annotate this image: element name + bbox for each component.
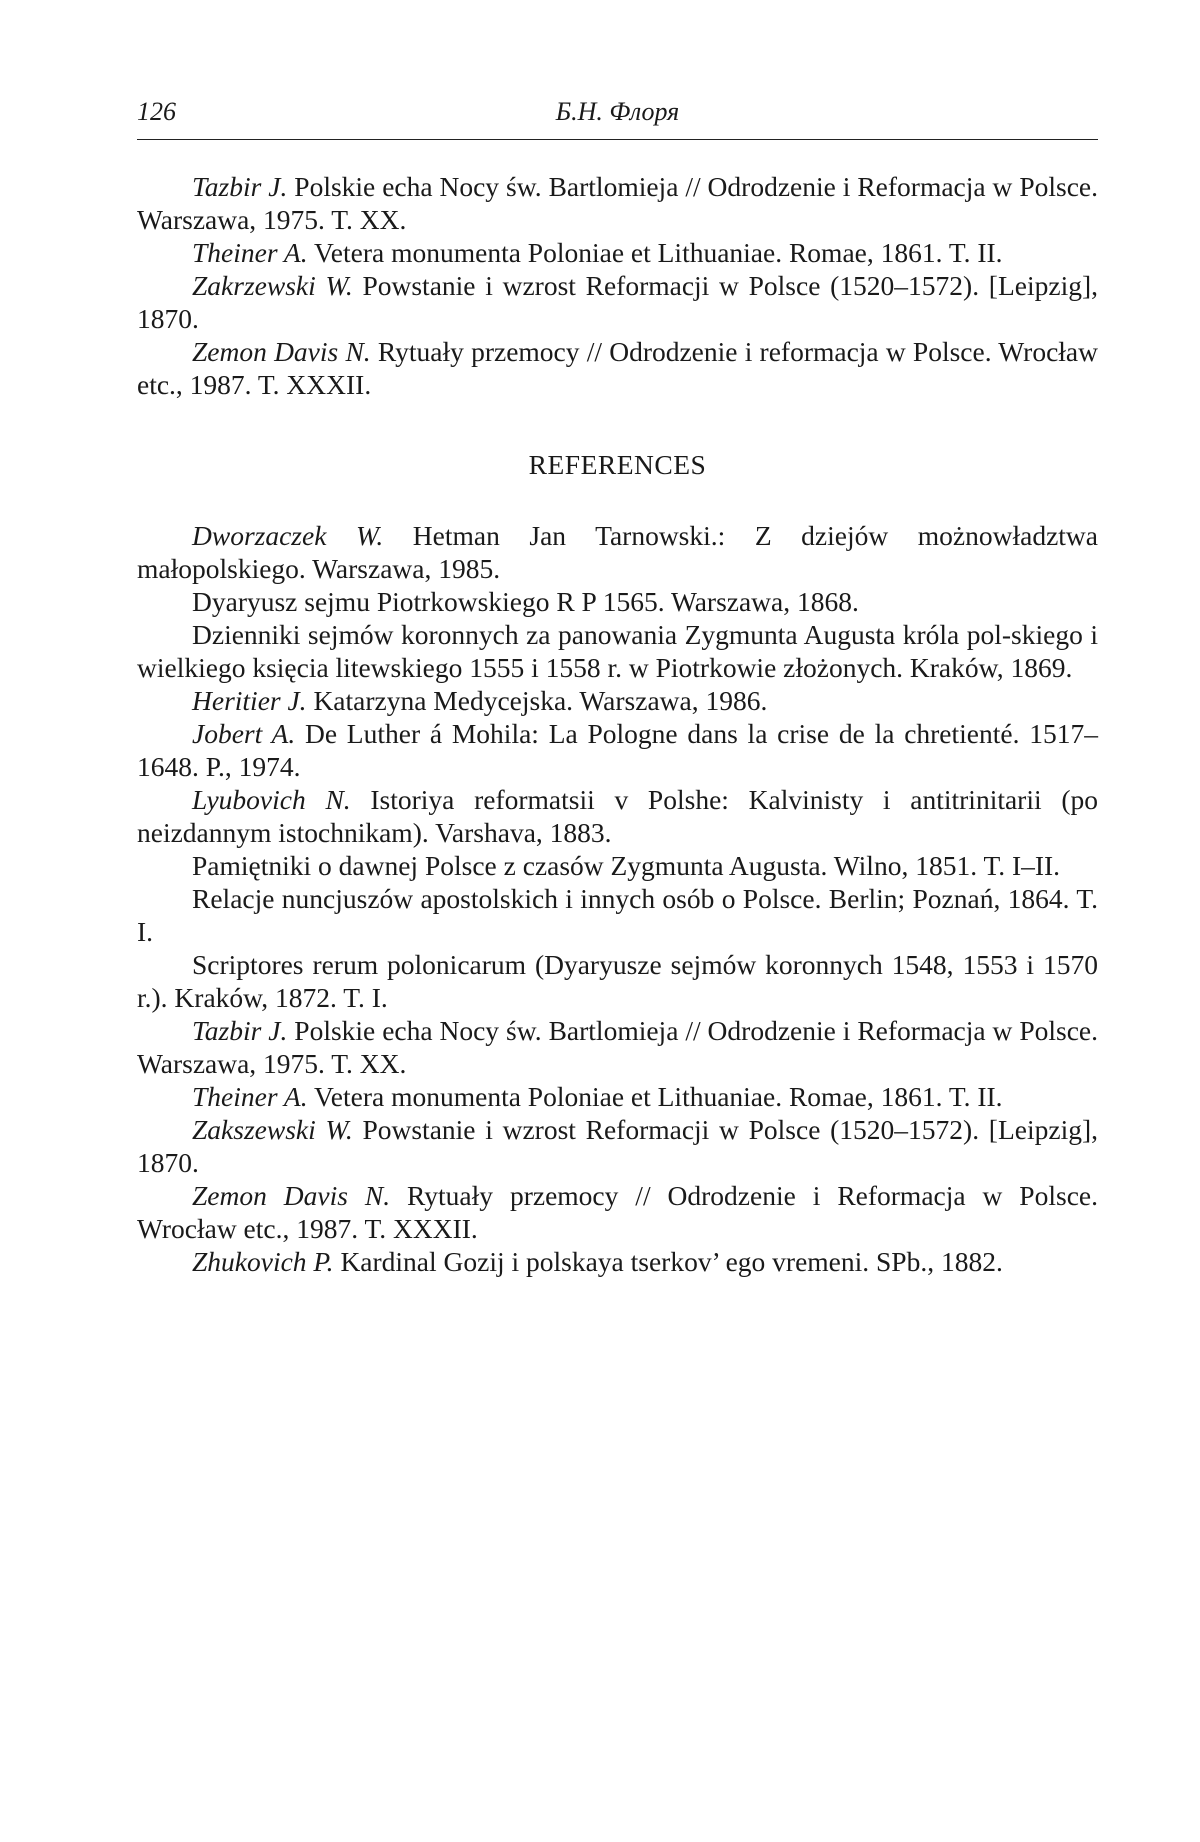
entry-text: Powstanie i wzrost Reformacji w Polsce (1520–1572). [Leipzig], 1870. [137, 270, 1098, 334]
bibliography-entry [137, 1080, 1098, 1113]
entry-text: Rytuały przemocy // Odrodzenie i reformacja w Polsce. Wrocław etc., 1987. T. XXXII. [137, 336, 1098, 400]
entry-author: Heritier J. [192, 685, 307, 716]
entry-author: Zhukovich P. [192, 1246, 334, 1277]
bibliography-entry [137, 1245, 1098, 1278]
bibliography-continued [137, 170, 1098, 401]
entry-author: Theiner A. [192, 237, 308, 268]
entry-author: Dworzaczek W. [192, 520, 383, 551]
bibliography-entry [137, 1113, 1098, 1179]
entry-text: Pamiętniki o dawnej Polsce z czasów Zygmunta Augusta. Wilno, 1851. T. I–II. [192, 850, 1060, 881]
page-header [137, 95, 1098, 140]
references-list [137, 519, 1098, 1278]
bibliography-entry [137, 849, 1098, 882]
entry-author: Lyubovich N. [192, 784, 351, 815]
bibliography-entry [137, 882, 1098, 948]
entry-text: Vetera monumenta Poloniae et Lithuaniae. Romae, 1861. T. II. [308, 1081, 1003, 1112]
bibliography-entry [137, 783, 1098, 849]
entry-text: Dzienniki sejmów koronnych za panowania Zygmunta Augusta króla pol-skiego i wielkiego księcia litewskiego 1555 i 1558 r. w Piotrkowie złożonych. Kraków, 1869. [137, 619, 1098, 683]
references-heading: REFERENCES [137, 448, 1098, 481]
bibliography-entry [137, 684, 1098, 717]
entry-author: Zemon Davis N. [192, 336, 371, 367]
bibliography-entry [137, 717, 1098, 783]
entry-author: Zemon Davis N. [192, 1180, 390, 1211]
entry-text: Powstanie i wzrost Reformacji w Polsce (1520–1572). [Leipzig], 1870. [137, 1114, 1098, 1178]
bibliography-entry [137, 618, 1098, 684]
entry-text: Polskie echa Nocy św. Bartlomieja // Odrodzenie i Reformacja w Polsce. Warszawa, 1975. T. XX. [137, 1015, 1098, 1079]
entry-author: Tazbir J. [192, 171, 287, 202]
bibliography-entry [137, 1014, 1098, 1080]
running-title: Б.Н. Флоря [137, 97, 1098, 127]
entry-author: Tazbir J. [192, 1015, 287, 1046]
bibliography-entry [137, 948, 1098, 1014]
entry-text: Vetera monumenta Poloniae et Lithuaniae. Romae, 1861. T. II. [308, 237, 1003, 268]
bibliography-entry [137, 236, 1098, 269]
entry-author: Jobert A. [192, 718, 295, 749]
bibliography-entry [137, 519, 1098, 585]
bibliography-entry [137, 585, 1098, 618]
entry-text: Kardinal Gozij i polskaya tserkov’ ego vremeni. SPb., 1882. [334, 1246, 1003, 1277]
entry-text: Polskie echa Nocy św. Bartlomieja // Odrodzenie i Reformacja w Polsce. Warszawa, 1975. T. XX. [137, 171, 1098, 235]
entry-text: De Luther á Mohila: La Pologne dans la crise de la chretienté. 1517–1648. P., 1974. [137, 718, 1098, 782]
bibliography-entry [137, 269, 1098, 335]
entry-author: Zakszewski W. [192, 1114, 353, 1145]
entry-text: Relacje nuncjuszów apostolskich i innych osób o Polsce. Berlin; Poznań, 1864. T. I. [137, 883, 1098, 947]
bibliography-entry [137, 170, 1098, 236]
document-page [0, 0, 1200, 1842]
entry-author: Zakrzewski W. [192, 270, 353, 301]
entry-author: Theiner A. [192, 1081, 308, 1112]
entry-text: Rytuały przemocy // Odrodzenie i Reformacja w Polsce. Wrocław etc., 1987. T. XXXII. [137, 1180, 1098, 1244]
page-number: 126 [137, 97, 176, 127]
page-body [137, 170, 1098, 1278]
entry-text: Istoriya reformatsii v Polshe: Kalvinisty i antitrinitarii (po neizdannym istochnikam). Varshava, 1883. [137, 784, 1098, 848]
entry-text: Scriptores rerum polonicarum (Dyaryusze sejmów koronnych 1548, 1553 i 1570 r.). Kraków, 1872. T. I. [137, 949, 1098, 1013]
entry-text: Katarzyna Medycejska. Warszawa, 1986. [307, 685, 768, 716]
bibliography-entry [137, 1179, 1098, 1245]
bibliography-entry [137, 335, 1098, 401]
entry-text: Dyaryusz sejmu Piotrkowskiego R P 1565. Warszawa, 1868. [192, 586, 859, 617]
entry-text: Hetman Jan Tarnowski.: Z dziejów możnowładztwa małopolskiego. Warszawa, 1985. [137, 520, 1098, 584]
